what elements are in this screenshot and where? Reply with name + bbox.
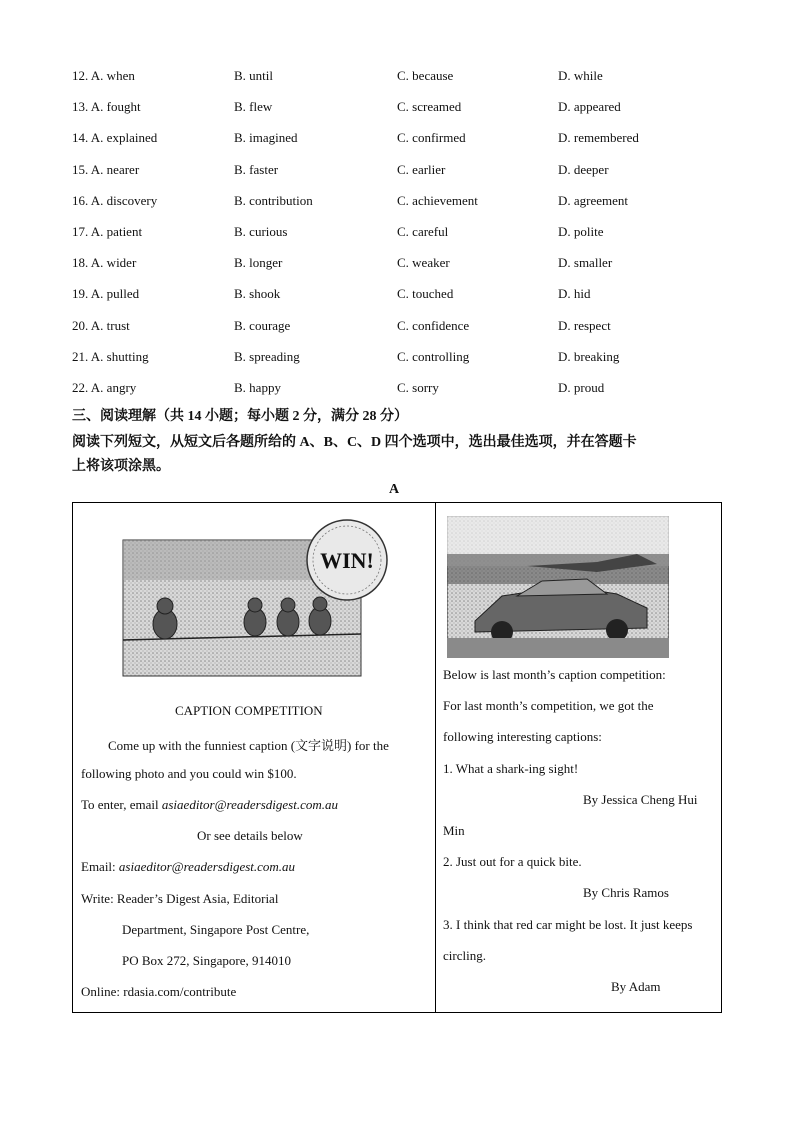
question-number: 17. xyxy=(72,224,89,239)
option-d: D. respect xyxy=(558,318,611,333)
win-badge: WIN! xyxy=(320,548,374,573)
caption-1-author: By Jessica Cheng Hui xyxy=(583,792,698,807)
option-c: C. careful xyxy=(397,224,449,239)
question-number: 21. xyxy=(72,349,89,364)
option-c: C. earlier xyxy=(397,162,446,177)
question-number: 14. xyxy=(72,130,89,145)
option-c: C. sorry xyxy=(397,380,439,395)
caption-1-author-cont: Min xyxy=(443,823,465,838)
option-a: A. nearer xyxy=(90,162,140,177)
option-d: D. smaller xyxy=(558,255,613,270)
question-number: 19. xyxy=(72,286,89,301)
question-number-and-option-a xyxy=(72,193,157,209)
option-c: C. controlling xyxy=(397,349,470,364)
option-c: C. achievement xyxy=(397,193,478,208)
question-number: 18. xyxy=(72,255,89,270)
section-title: 三、阅读理解（共 14 小题；每小题 2 分，满分 28 分） xyxy=(72,409,408,424)
option-c: C. touched xyxy=(397,286,454,301)
option-b: B. happy xyxy=(234,380,281,395)
question-number-and-option-a xyxy=(72,318,130,334)
question-row xyxy=(0,255,794,275)
option-a: A. when xyxy=(90,68,135,83)
question-row xyxy=(0,318,794,338)
question-number: 13. xyxy=(72,99,89,114)
question-number: 20. xyxy=(72,318,89,333)
question-row xyxy=(0,162,794,182)
option-a: A. explained xyxy=(90,130,158,145)
option-d: D. appeared xyxy=(558,99,621,114)
caption-3-line2: circling. xyxy=(443,948,486,963)
question-number: 16. xyxy=(72,193,89,208)
left-write-line3: PO Box 272, Singapore, 914010 xyxy=(122,953,291,968)
option-b: B. faster xyxy=(234,162,279,177)
option-c: C. confirmed xyxy=(397,130,466,145)
question-number-and-option-a xyxy=(72,286,139,302)
left-write-line2: Department, Singapore Post Centre, xyxy=(122,922,310,937)
left-or-details: Or see details below xyxy=(197,828,303,843)
option-d: D. deeper xyxy=(558,162,609,177)
option-b: B. courage xyxy=(234,318,291,333)
right-line2: For last month’s competition, we got the xyxy=(443,698,654,713)
left-online-line: Online: rdasia.com/contribute xyxy=(81,984,237,999)
question-number-and-option-a xyxy=(72,380,136,396)
option-a: A. fought xyxy=(90,99,141,114)
caption-3-line1: 3. I think that red car might be lost. It just keeps xyxy=(443,917,693,932)
right-line3: following interesting captions: xyxy=(443,729,602,744)
option-c: C. weaker xyxy=(397,255,450,270)
birds-photo xyxy=(120,516,392,678)
option-c: C. because xyxy=(397,68,454,83)
question-number-and-option-a xyxy=(72,130,157,146)
question-number-and-option-a xyxy=(72,255,136,271)
question-row xyxy=(0,286,794,306)
option-b: B. longer xyxy=(234,255,283,270)
option-a: A. shutting xyxy=(90,349,149,364)
right-line1: Below is last month’s caption competition: xyxy=(443,667,666,682)
left-write-line1: Write: Reader’s Digest Asia, Editorial xyxy=(81,891,279,906)
option-d: D. while xyxy=(558,68,603,83)
question-row xyxy=(0,99,794,119)
question-row xyxy=(0,193,794,213)
question-number-and-option-a xyxy=(72,162,139,178)
question-row xyxy=(0,130,794,150)
enter-email-link[interactable]: asiaeditor@readersdigest.com.au xyxy=(161,797,339,812)
caption-2: 2. Just out for a quick bite. xyxy=(443,854,582,869)
option-a: A. discovery xyxy=(90,193,158,208)
question-row xyxy=(0,380,794,400)
section-instruction-line1: 阅读下列短文，从短文后各题所给的 A、B、C、D 四个选项中，选出最佳选项，并在答题卡 xyxy=(72,435,637,450)
option-a: A. trust xyxy=(90,318,130,333)
question-number-and-option-a xyxy=(72,68,135,84)
left-enter-line xyxy=(81,797,338,813)
left-intro-line1: Come up with the funniest caption (文字说明) for the xyxy=(108,738,389,753)
question-number-and-option-a xyxy=(72,349,149,365)
email-link[interactable]: asiaeditor@readersdigest.com.au xyxy=(118,859,296,874)
caption-1: 1. What a shark-ing sight! xyxy=(443,761,579,776)
option-b: B. spreading xyxy=(234,349,300,364)
option-b: B. shook xyxy=(234,286,281,301)
section-instruction-line2: 上将该项涂黑。 xyxy=(72,459,170,474)
option-b: B. imagined xyxy=(234,130,298,145)
option-b: B. contribution xyxy=(234,193,313,208)
caption-3-author: By Adam xyxy=(611,979,661,994)
caption-competition-heading: CAPTION COMPETITION xyxy=(175,703,323,718)
question-number: 22. xyxy=(72,380,89,395)
option-d: D. agreement xyxy=(558,193,629,208)
left-email-line xyxy=(81,859,295,875)
question-number-and-option-a xyxy=(72,224,142,240)
enter-prefix: To enter, email xyxy=(81,797,162,812)
passage-letter: A xyxy=(389,482,400,497)
option-a: A. wider xyxy=(90,255,137,270)
question-number-and-option-a xyxy=(72,99,141,115)
option-d: D. polite xyxy=(558,224,604,239)
left-intro-line2: following photo and you could win $100. xyxy=(81,766,297,781)
option-d: D. hid xyxy=(558,286,591,301)
option-c: C. screamed xyxy=(397,99,462,114)
option-b: B. curious xyxy=(234,224,288,239)
car-photo xyxy=(447,516,669,658)
option-c: C. confidence xyxy=(397,318,470,333)
option-a: A. pulled xyxy=(90,286,140,301)
question-number: 12. xyxy=(72,68,89,83)
option-d: D. proud xyxy=(558,380,605,395)
option-a: A. patient xyxy=(90,224,143,239)
question-row xyxy=(0,68,794,88)
caption-2-author: By Chris Ramos xyxy=(583,885,669,900)
option-b: B. flew xyxy=(234,99,273,114)
question-row xyxy=(0,224,794,244)
option-b: B. until xyxy=(234,68,274,83)
option-d: D. remembered xyxy=(558,130,639,145)
passage-divider xyxy=(435,502,436,1013)
question-number: 15. xyxy=(72,162,89,177)
option-a: A. angry xyxy=(90,380,137,395)
question-row xyxy=(0,349,794,369)
option-d: D. breaking xyxy=(558,349,620,364)
email-label: Email: xyxy=(81,859,119,874)
